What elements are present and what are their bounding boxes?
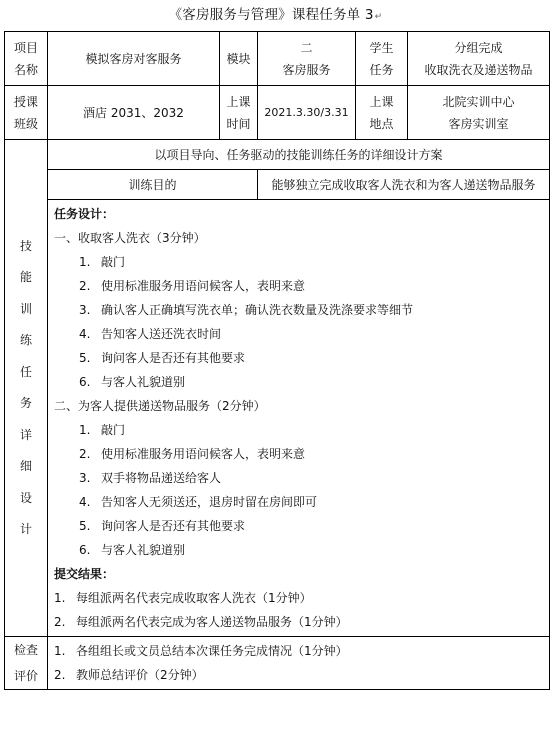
part2-title: 二、为客人提供递送物品服务（2分钟） — [54, 399, 266, 413]
list-item: 5. 询问客人是否还有其他要求 — [79, 519, 246, 533]
time-label-cell: 上课 时间 — [220, 86, 258, 140]
list-item: 6. 与客人礼貌道别 — [79, 543, 186, 557]
list-item: 6. 与客人礼貌道别 — [79, 375, 186, 389]
evaluation-items-cell — [48, 637, 550, 690]
list-item: 1. 敲门 — [79, 255, 126, 269]
task-design-row — [5, 200, 550, 637]
place-value-cell: 北院实训中心 客房实训室 — [408, 86, 550, 140]
list-item: 1. 敲门 — [79, 423, 126, 437]
goal-label-cell: 训练目的 — [48, 170, 258, 200]
project-value-cell: 模拟客房对客服务 — [48, 32, 220, 86]
module-label-cell: 模块 — [220, 32, 258, 86]
result-heading: 提交结果： — [54, 567, 115, 581]
title-text: 《客房服务与管理》课程任务单 3 — [168, 7, 374, 23]
task-design-heading: 任务设计： — [54, 207, 115, 221]
header-row-2 — [5, 86, 550, 140]
task-design-cell — [48, 200, 550, 637]
evaluation-item: 1. 各组组长或文员总结本次课任务完成情况（1分钟） — [54, 644, 348, 658]
evaluation-row — [5, 637, 550, 690]
document-title — [0, 5, 551, 25]
header-row-1 — [5, 32, 550, 86]
evaluation-item: 2. 教师总结评价（2分钟） — [54, 668, 204, 682]
result-item: 2. 每组派两名代表完成为客人递送物品服务（1分钟） — [54, 615, 348, 629]
goal-value-cell: 能够独立完成收取客人洗衣和为客人递送物品服务 — [258, 170, 550, 200]
banner-row — [5, 140, 550, 170]
student-task-value-cell: 分组完成 收取洗衣及递送物品 — [408, 32, 550, 86]
time-value-cell: 2021.3.30/3.31 — [258, 86, 356, 140]
list-item: 5. 询问客人是否还有其他要求 — [79, 351, 246, 365]
class-label-cell: 授课 班级 — [5, 86, 48, 140]
class-value-cell: 酒店 2031、2032 — [48, 86, 220, 140]
list-item: 3. 确认客人正确填写洗衣单；确认洗衣数量及洗涤要求等细节 — [79, 303, 414, 317]
task-sheet-table — [4, 31, 550, 690]
place-label-cell: 上课 地点 — [356, 86, 408, 140]
module-value-cell: 二 客房服务 — [258, 32, 356, 86]
result-item: 1. 每组派两名代表完成收取客人洗衣（1分钟） — [54, 591, 312, 605]
list-item: 4. 告知客人送还洗衣时间 — [79, 327, 222, 341]
student-task-label-cell: 学生 任务 — [356, 32, 408, 86]
list-item: 2. 使用标准服务用语问候客人，表明来意 — [79, 279, 306, 293]
side-label-cell: 技 能 训 练 任 务 详 细 设 计 — [5, 140, 48, 637]
list-item: 3. 双手将物品递送给客人 — [79, 471, 222, 485]
project-label-cell: 项目 名称 — [5, 32, 48, 86]
paragraph-mark-icon: ↵ — [374, 12, 383, 22]
list-item: 2. 使用标准服务用语问候客人，表明来意 — [79, 447, 306, 461]
design-banner-cell: 以项目导向、任务驱动的技能训练任务的详细设计方案 — [48, 140, 550, 170]
part1-title: 一、收取客人洗衣（3分钟） — [54, 231, 206, 245]
list-item: 4. 告知客人无须送还，退房时留在房间即可 — [79, 495, 318, 509]
evaluation-label-cell: 检查 评价 — [5, 637, 48, 690]
goal-row — [5, 170, 550, 200]
